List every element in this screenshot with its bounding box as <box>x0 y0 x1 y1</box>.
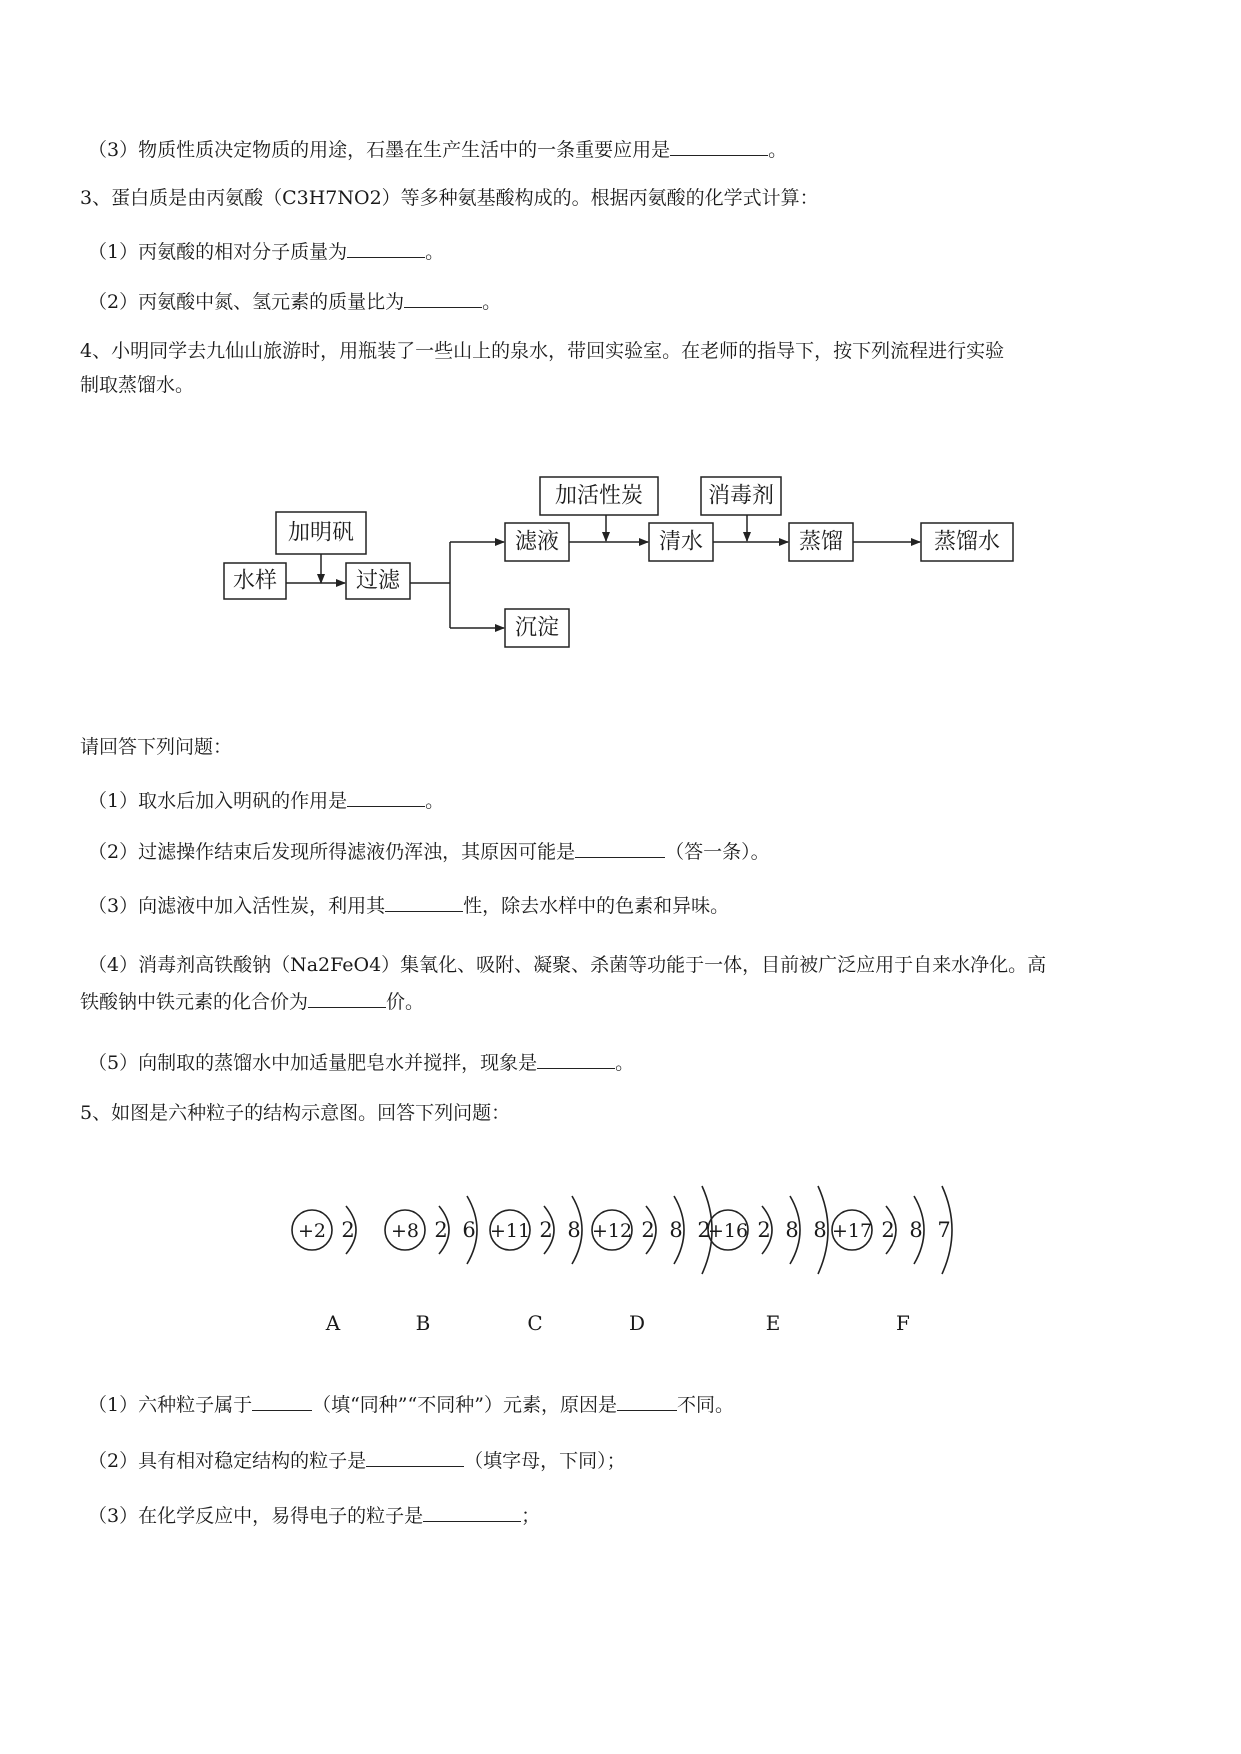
answer-blank[interactable] <box>252 1390 312 1411</box>
flow-node-activated-carbon: 加活性炭 <box>554 483 644 509</box>
q4-part5: （5）向制取的蒸馏水中加适量肥皂水并搅拌，现象是 。 <box>88 1048 634 1075</box>
q4-prompt: 请回答下列问题： <box>80 736 233 758</box>
q5-stem: 5、如图是六种粒子的结构示意图。回答下列问题： <box>80 1102 511 1124</box>
answer-blank[interactable] <box>308 987 386 1008</box>
shell-electron-count: 2 <box>341 1218 355 1242</box>
flow-node-clear-water: 清水 <box>658 529 704 555</box>
q4-part2: （2）过滤操作结束后发现所得滤液仍浑浊，其原因可能是 （答一条）。 <box>88 837 770 864</box>
q2-part3: （3）物质性质决定物质的用途，石墨在生产生活中的一条重要应用是 。 <box>88 135 787 162</box>
q4-part4-line2: 铁酸钠中铁元素的化合价为 价。 <box>80 987 424 1014</box>
answer-blank[interactable] <box>366 1446 464 1467</box>
nucleus-charge: +17 <box>831 1220 873 1242</box>
q4-stem-line2: 制取蒸馏水。 <box>80 374 195 396</box>
particle-letter: A <box>325 1311 341 1335</box>
nucleus-charge: +8 <box>390 1220 420 1242</box>
answer-blank[interactable] <box>347 237 425 258</box>
answer-blank[interactable] <box>347 786 425 807</box>
shell-electron-count: 8 <box>785 1218 799 1242</box>
flow-node-filter: 过滤 <box>355 568 401 594</box>
answer-blank[interactable] <box>385 891 463 912</box>
q3-part2: （2）丙氨酸中氮、氢元素的质量比为 。 <box>88 287 501 314</box>
flow-node-distilled-water: 蒸馏水 <box>933 529 1001 555</box>
shell-electron-count: 8 <box>567 1218 581 1242</box>
flow-node-disinfectant: 消毒剂 <box>707 483 775 509</box>
flow-node-alum: 加明矾 <box>287 520 355 546</box>
particle-letter: D <box>628 1311 646 1335</box>
q3-stem: 3、蛋白质是由丙氨酸（C3H7NO2）等多种氨基酸构成的。根据丙氨酸的化学式计算： <box>80 187 819 209</box>
flow-node-filtrate: 滤液 <box>514 529 560 555</box>
nucleus-charge: +12 <box>591 1220 633 1242</box>
q5-part2: （2）具有相对稳定结构的粒子是 （填字母，下同）； <box>88 1446 626 1473</box>
flow-node-water-sample: 水样 <box>232 568 278 594</box>
flow-node-distill: 蒸馏 <box>798 529 844 555</box>
shell-electron-count: 2 <box>539 1218 553 1242</box>
shell-electron-count: 2 <box>757 1218 771 1242</box>
q5-part3: （3）在化学反应中，易得电子的粒子是 ； <box>88 1501 540 1528</box>
answer-blank[interactable] <box>617 1390 677 1411</box>
atom-structure-diagrams <box>0 1150 1241 1360</box>
particle-letter: E <box>765 1311 781 1335</box>
shell-electron-count: 8 <box>909 1218 923 1242</box>
answer-blank[interactable] <box>537 1048 615 1069</box>
particle-letter: C <box>527 1311 543 1335</box>
nucleus-charge: +16 <box>707 1220 749 1242</box>
answer-blank[interactable] <box>575 837 665 858</box>
nucleus-charge: +2 <box>297 1220 327 1242</box>
q4-part1: （1）取水后加入明矾的作用是 。 <box>88 786 444 813</box>
answer-blank[interactable] <box>423 1501 521 1522</box>
shell-electron-count: 2 <box>434 1218 448 1242</box>
q4-part3: （3）向滤液中加入活性炭，利用其 性，除去水样中的色素和异味。 <box>88 891 729 918</box>
flow-node-precipitate: 沉淀 <box>514 615 560 641</box>
q5-part1: （1）六种粒子属于 （填“同种”“不同种”）元素，原因是 不同。 <box>88 1390 734 1417</box>
nucleus-charge: +11 <box>489 1220 531 1242</box>
shell-electron-count: 8 <box>813 1218 827 1242</box>
particle-letter: F <box>896 1311 910 1335</box>
particle-letter: B <box>415 1311 431 1335</box>
q3-part1: （1）丙氨酸的相对分子质量为 。 <box>88 237 444 264</box>
answer-blank[interactable] <box>404 287 482 308</box>
shell-electron-count: 8 <box>669 1218 683 1242</box>
shell-electron-count: 2 <box>697 1218 711 1242</box>
shell-electron-count: 7 <box>937 1218 951 1242</box>
q4-part4-line1: （4）消毒剂高铁酸钠（Na2FeO4）集氧化、吸附、凝聚、杀菌等功能于一体，目前被广泛应用于自来水净化。高 <box>88 954 1047 976</box>
shell-electron-count: 2 <box>881 1218 895 1242</box>
answer-blank[interactable] <box>670 135 768 156</box>
water-purification-flowchart <box>0 460 1241 680</box>
shell-electron-count: 2 <box>641 1218 655 1242</box>
q4-stem-line1: 4、小明同学去九仙山旅游时，用瓶装了一些山上的泉水，带回实验室。在老师的指导下，按下列流程进行实验 <box>80 340 1005 362</box>
shell-electron-count: 6 <box>462 1218 476 1242</box>
